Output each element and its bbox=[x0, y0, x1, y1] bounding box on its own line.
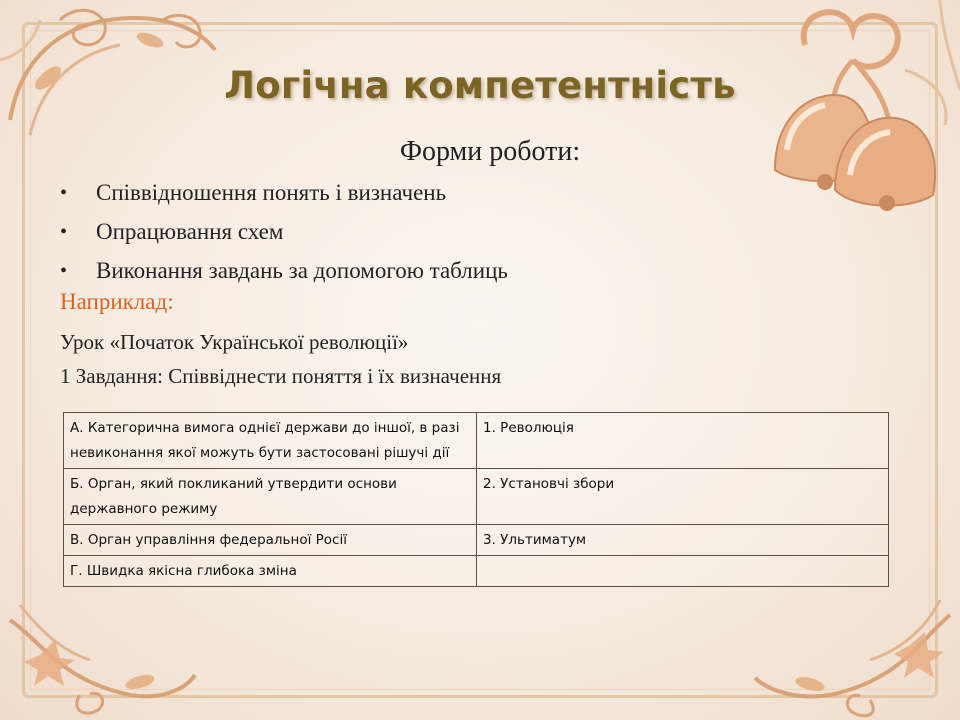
table-row bbox=[64, 413, 889, 469]
table-row bbox=[64, 525, 889, 556]
table-row bbox=[64, 469, 889, 525]
bullet-icon: • bbox=[60, 260, 68, 282]
slide-title: Логічна компетентність bbox=[224, 64, 736, 107]
bullet-list bbox=[60, 176, 508, 293]
definition-cell: А. Категорична вимога однієї держави до іншої, в разі невиконання якої можуть бути застосовані рішучі дії bbox=[64, 413, 477, 469]
definition-cell: Г. Швидка якісна глибока зміна bbox=[64, 556, 477, 587]
matching-table bbox=[63, 412, 889, 587]
example-label: Наприклад: bbox=[60, 289, 174, 314]
lesson-title: Урок «Початок Української революції» bbox=[60, 330, 409, 354]
bullet-text: Співвідношення понять і визначень bbox=[96, 180, 447, 205]
term-cell bbox=[477, 556, 889, 587]
bullet-item bbox=[60, 176, 508, 215]
bullet-icon: • bbox=[60, 221, 68, 243]
ornament-bottom-left-icon bbox=[0, 600, 200, 720]
definition-cell: Б. Орган, який покликаний утвердити основи державного режиму bbox=[64, 469, 477, 525]
task-title: 1 Завдання: Співвіднести поняття і їх визначення bbox=[60, 364, 502, 388]
bullet-text: Опрацювання схем bbox=[96, 219, 284, 244]
bullet-item bbox=[60, 254, 508, 293]
slide-subtitle: Форми роботи: bbox=[399, 136, 581, 167]
bullet-icon: • bbox=[60, 182, 68, 204]
table-row bbox=[64, 556, 889, 587]
definition-cell: В. Орган управління федеральної Росії bbox=[64, 525, 477, 556]
bells-icon bbox=[735, 0, 960, 230]
term-cell: 3. Ультиматум bbox=[477, 525, 889, 556]
ornament-bottom-right-icon bbox=[740, 600, 960, 720]
term-cell: 1. Революція bbox=[477, 413, 889, 469]
term-cell: 2. Установчі збори bbox=[477, 469, 889, 525]
bullet-item bbox=[60, 215, 508, 254]
bullet-text: Виконання завдань за допомогою таблиць bbox=[96, 258, 508, 283]
